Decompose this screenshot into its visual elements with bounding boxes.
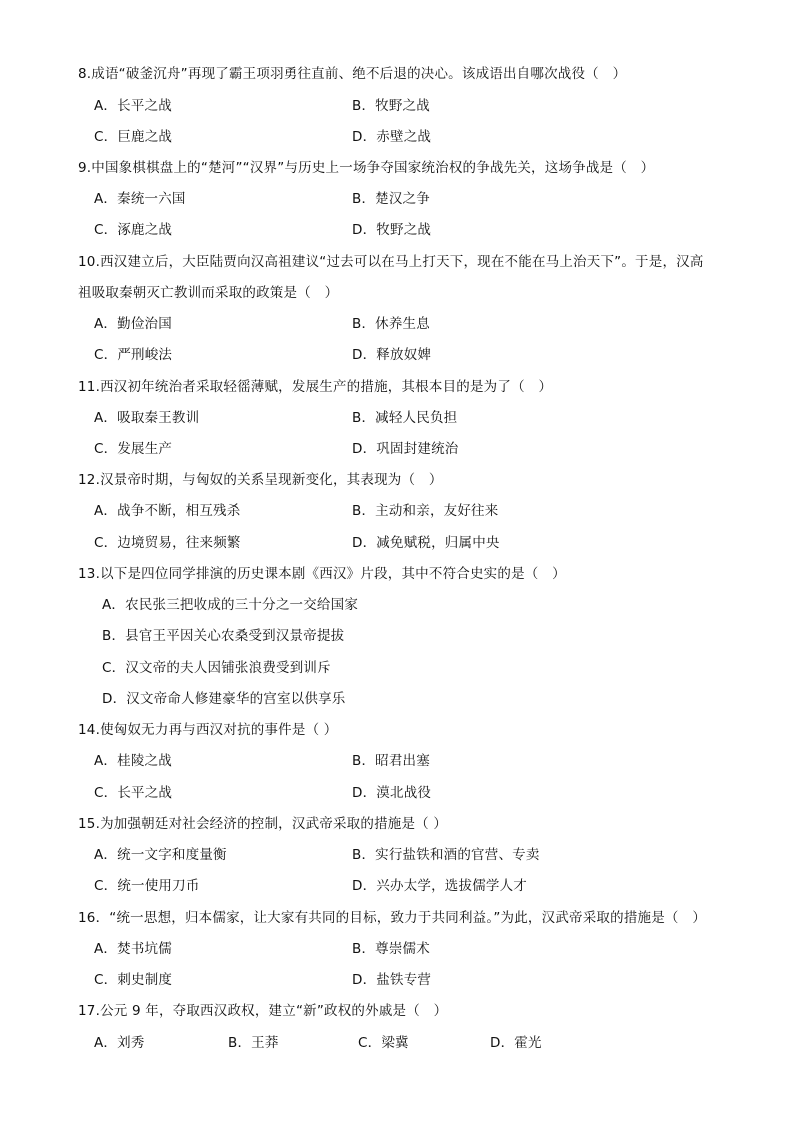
question-8-option-a: A．长平之战 xyxy=(94,98,172,114)
question-9-option-d: D．牧野之战 xyxy=(352,222,432,238)
question-14-option-c: C．长平之战 xyxy=(94,785,173,801)
question-15-stem: 15.为加强朝廷对社会经济的控制，汉武帝采取的措施是（ ） xyxy=(78,816,448,832)
question-10-option-c: C．严刑峻法 xyxy=(94,347,173,363)
question-11-option-a: A．吸取秦王教训 xyxy=(94,410,200,426)
question-11-option-d: D．巩固封建统治 xyxy=(352,441,459,457)
question-16-option-b: B．尊崇儒术 xyxy=(352,941,430,957)
question-11-stem: 11.西汉初年统治者采取轻徭薄赋，发展生产的措施，其根本目的是为了（ ） xyxy=(78,379,553,395)
question-9-option-b: B．楚汉之争 xyxy=(352,191,430,207)
question-13-option-c: C．汉文帝的夫人因铺张浪费受到训斥 xyxy=(102,660,331,676)
question-16-option-a: A．焚书坑儒 xyxy=(94,941,172,957)
question-15-option-c: C．统一使用刀币 xyxy=(94,878,200,894)
question-8-option-b: B．牧野之战 xyxy=(352,98,430,114)
question-8-option-c: C．巨鹿之战 xyxy=(94,129,173,145)
question-9-option-a: A．秦统一六国 xyxy=(94,191,186,207)
question-12-option-c: C．边境贸易，往来频繁 xyxy=(94,535,241,551)
question-17-option-c: C．梁冀 xyxy=(358,1035,409,1051)
question-8-option-d: D．赤壁之战 xyxy=(352,129,432,145)
question-13-option-d: D．汉文帝命人修建豪华的宫室以供享乐 xyxy=(102,691,346,707)
question-13-stem: 13.以下是四位同学排演的历史课本剧《西汉》片段，其中不符合史实的是（ ） xyxy=(78,566,566,582)
question-8-stem: 8.成语“破釜沉舟”再现了霸王项羽勇往直前、绝不后退的决心。该成语出自哪次战役（ ） xyxy=(78,66,627,82)
question-15-option-a: A．统一文字和度量衡 xyxy=(94,847,227,863)
question-16-option-d: D．盐铁专营 xyxy=(352,972,432,988)
question-14-option-a: A．桂陵之战 xyxy=(94,753,172,769)
question-16-option-c: C．刺史制度 xyxy=(94,972,173,988)
question-12-option-b: B．主动和亲，友好往来 xyxy=(352,503,499,519)
question-11-option-b: B．减轻人民负担 xyxy=(352,410,458,426)
question-14-option-b: B．昭君出塞 xyxy=(352,753,430,769)
question-17-option-d: D．霍光 xyxy=(490,1035,542,1051)
question-12-option-d: D．减免赋税，归属中央 xyxy=(352,535,500,551)
question-14-option-d: D．漠北战役 xyxy=(352,785,432,801)
question-10-option-a: A．勤俭治国 xyxy=(94,316,172,332)
question-14-stem: 14.使匈奴无力再与西汉对抗的事件是（ ） xyxy=(78,722,338,738)
question-12-option-a: A．战争不断，相互残杀 xyxy=(94,503,241,519)
question-15-option-d: D．兴办太学，选拔儒学人才 xyxy=(352,878,527,894)
question-11-option-c: C．发展生产 xyxy=(94,441,173,457)
question-17-option-b: B．王莽 xyxy=(228,1035,279,1051)
question-15-option-b: B．实行盐铁和酒的官营、专卖 xyxy=(352,847,540,863)
question-13-option-b: B．县官王平因关心农桑受到汉景帝提拔 xyxy=(102,628,345,644)
question-10-stem-line-1: 10.西汉建立后，大臣陆贾向汉高祖建议“过去可以在马上打天下，现在不能在马上治天下”。于是，汉高 xyxy=(78,254,704,270)
question-17-stem: 17.公元 9 年，夺取西汉政权，建立“新”政权的外戚是（ ） xyxy=(78,1003,448,1019)
question-10-stem-line-2: 祖吸取秦朝灭亡教训而采取的政策是（ ） xyxy=(78,285,339,301)
question-9-stem: 9.中国象棋棋盘上的“楚河”“汉界”与历史上一场争夺国家统治权的争战先关，这场争战是（ ） xyxy=(78,160,655,176)
question-17-option-a: A．刘秀 xyxy=(94,1035,145,1051)
question-10-option-b: B．休养生息 xyxy=(352,316,430,332)
question-10-option-d: D．释放奴婢 xyxy=(352,347,432,363)
question-9-option-c: C．涿鹿之战 xyxy=(94,222,173,238)
question-16-stem: 16．“统一思想，归本儒家，让大家有共同的目标，致力于共同利益。”为此，汉武帝采取的措施是（ ） xyxy=(78,910,707,926)
question-13-option-a: A．农民张三把收成的三十分之一交给国家 xyxy=(102,597,359,613)
question-12-stem: 12.汉景帝时期，与匈奴的关系呈现新变化，其表现为（ ） xyxy=(78,472,443,488)
